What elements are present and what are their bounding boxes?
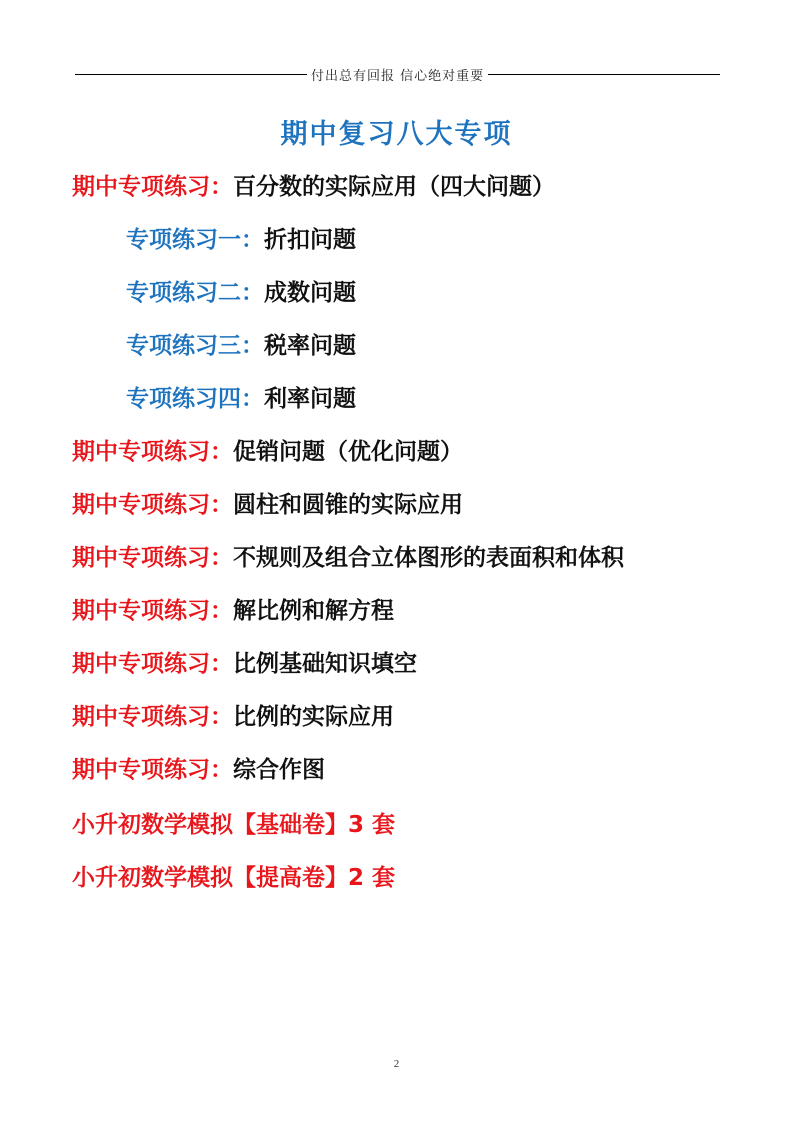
item-text: 比例基础知识填空 [233,651,417,677]
list-item [72,755,325,785]
item-prefix: 期中专项练习： [72,704,233,730]
item-prefix: 期中专项练习： [72,545,233,571]
list-item [72,596,394,626]
item-text: 利率问题 [264,386,356,412]
page-header [75,64,720,84]
item-prefix: 期中专项练习： [72,598,233,624]
item-text: 圆柱和圆锥的实际应用 [233,492,463,518]
sub-list-item [126,225,356,255]
list-item [72,702,394,732]
sub-list-item [126,278,356,308]
header-rule-left [75,74,307,75]
item-prefix: 专项练习一： [126,227,264,253]
item-text: 百分数的实际应用（四大问题） [233,174,555,200]
item-prefix: 期中专项练习： [72,492,233,518]
list-item [72,490,463,520]
item-text: 不规则及组合立体图形的表面积和体积 [233,545,624,571]
mock-exam-advanced: 小升初数学模拟【提高卷】2 套 [72,865,396,891]
page-title: 期中复习八大专项 [280,119,513,150]
header-rule-right [488,74,720,75]
item-text: 税率问题 [264,333,356,359]
list-item [72,543,624,573]
sub-list-item [126,384,356,414]
item-text: 成数问题 [264,280,356,306]
item-text: 综合作图 [233,757,325,783]
list-item [72,172,555,202]
item-text: 比例的实际应用 [233,704,394,730]
item-prefix: 专项练习二： [126,280,264,306]
item-prefix: 期中专项练习： [72,757,233,783]
item-prefix: 专项练习四： [126,386,264,412]
item-prefix: 期中专项练习： [72,439,233,465]
header-motto: 付出总有回报 信心绝对重要 [310,68,485,84]
page-number: 2 [393,1058,400,1070]
item-prefix: 期中专项练习： [72,174,233,200]
list-item [72,437,463,467]
item-prefix: 期中专项练习： [72,651,233,677]
item-prefix: 专项练习三： [126,333,264,359]
item-text: 促销问题（优化问题） [233,439,463,465]
sub-list-item [126,331,356,361]
item-text: 折扣问题 [264,227,356,253]
mock-exam-basic: 小升初数学模拟【基础卷】3 套 [72,812,396,838]
list-item [72,649,417,679]
item-text: 解比例和解方程 [233,598,394,624]
